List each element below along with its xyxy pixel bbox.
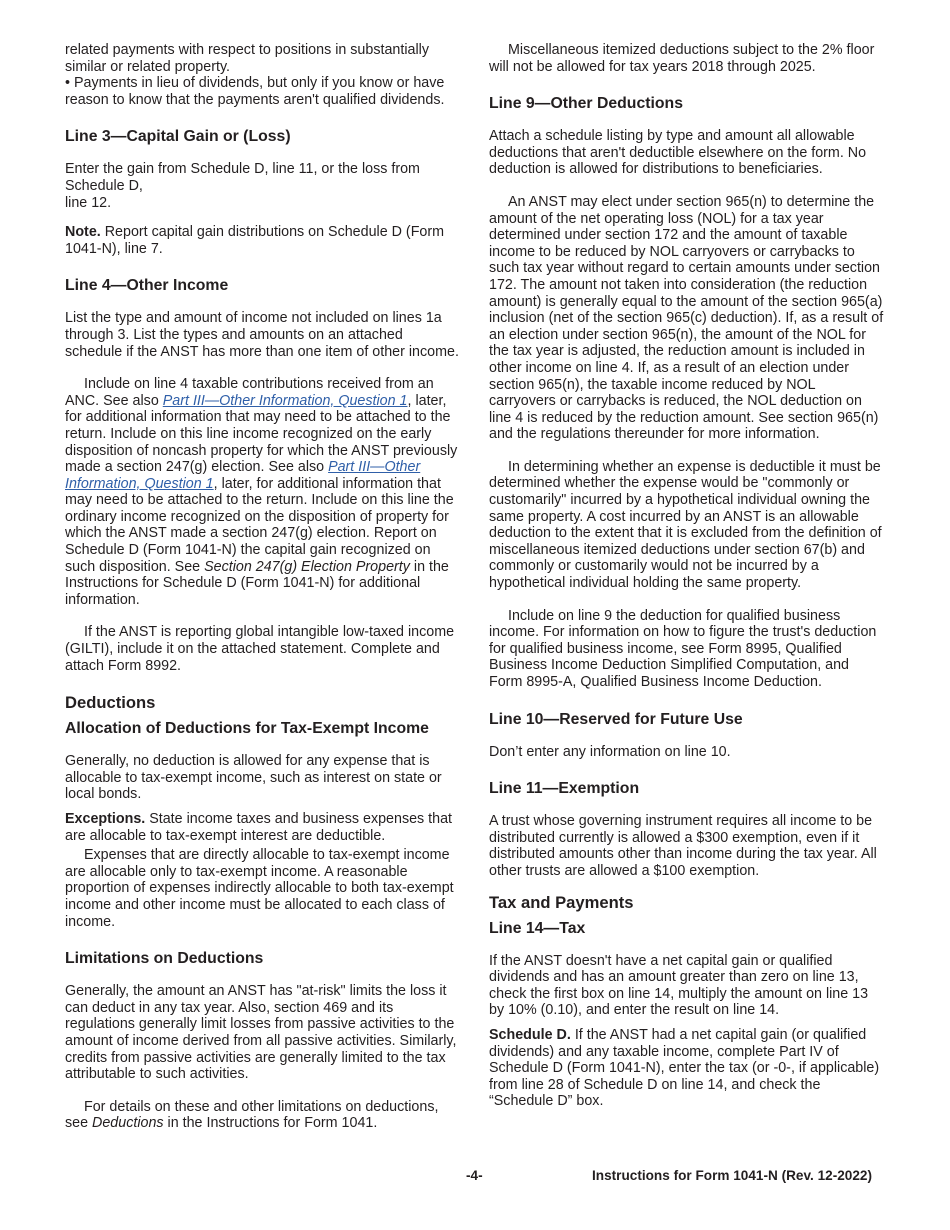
paragraph	[65, 1099, 461, 1132]
heading-line-9: Line 9—Other Deductions	[489, 95, 683, 113]
heading-line-11: Line 11—Exemption	[489, 780, 640, 798]
italic-reference: Section 247(g) Election Property	[204, 558, 410, 575]
heading-limitations: Limitations on Deductions	[65, 950, 264, 968]
paragraph: related payments with respect to positions in substantially similar or related property.	[65, 42, 429, 75]
exceptions-paragraph	[65, 811, 461, 844]
paragraph: An ANST may elect under section 965(n) to determine the amount of the net operating loss (NOL) for a tax year determined under section 172 and the amount of taxable income to be reduced by NOL carryovers or carrybacks to such tax year without regard to certain amounts under section 172. The amount not taken into consideration (the reduction amount) is generally equal to the amount of the section 965(a) inclusion (net of the section 965(c) deduction). If, as a result of an election under section 965(n), the amount of the NOL for the tax year is adjusted, the reduction amount is included in other income on line 4. If, as a result of an election under section 965(n), the taxable income reduced by NOL carryovers or carrybacks is reduced, the NOL deduction on line 4 is reduced by the reduction amount. See section 965(n) and the regulations thereunder for more information.	[489, 193, 884, 443]
note-paragraph	[65, 224, 461, 257]
text-run: in the Instructions for Form 1041.	[163, 1115, 378, 1132]
paragraph: A trust whose governing instrument requires all income to be distributed currently is allowed a $300 exemption, even if it distributed amounts other than income during the tax year. All other trusts are allowed a $100 exemption.	[489, 813, 877, 879]
part-iii-question-1-link[interactable]: Part III—Other Information, Question 1	[162, 392, 408, 409]
part-iii-question-1-link[interactable]: Part III—Other Information, Question 1	[65, 459, 421, 492]
bullet-icon: •	[65, 75, 71, 92]
bullet-item	[65, 75, 461, 108]
text-run: Include on line 4 taxable contributions received from an ANC. See also	[65, 376, 434, 409]
paragraph: Generally, the amount an ANST has "at-risk" limits the loss it can deduct in any tax year. Also, section 469 and its regulations generally limit losses from passive activities to the amount of income derived from all passive activities. Similarly, credits from passive activities are generally limited to the tax attributable to such activities.	[65, 983, 457, 1083]
note-label: Note.	[65, 224, 101, 241]
paragraph	[65, 376, 461, 608]
heading-deductions: Deductions	[65, 693, 156, 713]
text-run: , later, for additional information that may need to be attached to the return. Include on this line the ordinary income recognized on the disposition of property for which the ANST made a section 247(g) election. Report on Schedule D (Form 1041-N) the capital gain recognized on such disposition. See	[65, 475, 454, 575]
heading-line-14: Line 14—Tax	[489, 919, 586, 937]
text-run: For details on these and other limitations on deductions, see	[65, 1098, 439, 1132]
schedule-d-label: Schedule D.	[489, 1026, 571, 1043]
heading-line-10: Line 10—Reserved for Future Use	[489, 710, 743, 728]
bullet-text: Payments in lieu of dividends, but only if you know or have reason to know that the payments aren't qualified dividends.	[65, 75, 445, 108]
italic-reference: Deductions	[92, 1115, 164, 1132]
paragraph: Expenses that are directly allocable to tax-exempt income are allocable only to tax-exempt income. A reasonable proportion of expenses indirectly allocable to both tax-exempt income and other income must be allocated to each class of income.	[65, 847, 454, 930]
paragraph: Miscellaneous itemized deductions subject to the 2% floor will not be allowed for tax years 2018 through 2025.	[489, 42, 875, 75]
text-run: , later, for additional information that may need to be attached to the return. Include on this line income recognized on the early disposition of noncash property for which the ANST previously made a section 247(g) election. See also	[65, 392, 458, 476]
heading-allocation: Allocation of Deductions for Tax-Exempt Income	[65, 720, 429, 738]
schedule-d-paragraph	[489, 1027, 885, 1110]
paragraph: Enter the gain from Schedule D, line 11, or the loss from Schedule D,	[65, 161, 420, 194]
heading-tax-and-payments: Tax and Payments	[489, 892, 634, 912]
schedule-d-text: If the ANST had a net capital gain (or qualified dividends) and any taxable income, complete Part IV of Schedule D (Form 1041-N), enter the tax (or -0-, if applicable) from line 28 of Schedule D on line 14, and check the “Schedule D” box.	[489, 1026, 880, 1110]
exceptions-label: Exceptions.	[65, 811, 146, 827]
document-title-footer: Instructions for Form 1041-N (Rev. 12-2022)	[592, 1168, 873, 1183]
right-column	[489, 42, 885, 1110]
exceptions-text: State income taxes and business expenses that are allocable to tax-exempt interest are deductible.	[65, 811, 453, 844]
page-number: -4-	[466, 1168, 483, 1183]
paragraph: line 12.	[65, 194, 112, 211]
paragraph: If the ANST is reporting global intangible low-taxed income (GILTI), include it on the attached statement. Complete and attach Form 8992.	[65, 624, 455, 674]
paragraph: List the type and amount of income not included on lines 1a through 3. List the types and amounts on an attached schedule if the ANST has more than one item of other income.	[65, 310, 459, 360]
heading-line-4: Line 4—Other Income	[65, 277, 229, 295]
paragraph: Don’t enter any information on line 10.	[489, 743, 731, 760]
paragraph: Attach a schedule listing by type and amount all allowable deductions that aren't deductible elsewhere on the form. No deduction is allowed for distributions to beneficiaries.	[489, 128, 867, 178]
left-column	[65, 42, 461, 1132]
paragraph: Include on line 9 the deduction for qualified business income. For information on how to figure the trust's deduction for qualified business income, see Form 8995, Qualified Business Income Deduction Simplified Computation, and Form 8995-A, Qualified Business Income Deduction.	[489, 607, 877, 690]
paragraph: Generally, no deduction is allowed for any expense that is allocable to tax-exempt income, such as interest on state or local bonds.	[65, 753, 442, 803]
heading-line-3: Line 3—Capital Gain or (Loss)	[65, 128, 291, 146]
paragraph: In determining whether an expense is deductible it must be determined whether the expense would be "commonly or customarily" incurred by a hypothetical individual owning the same property. A cost incurred by an ANST is an allowable deduction to the extent that it is excluded from the definition of miscellaneous itemized deductions under section 67(b) and commonly or customarily would not be incurred by a hypothetical individual holding the same property.	[489, 458, 882, 592]
text-run: in the Instructions for Schedule D (Form 1041-N) for additional information.	[65, 558, 449, 608]
paragraph: If the ANST doesn't have a net capital gain or qualified dividends and has an amount greater than zero on line 13, check the first box on line 14, multiply the amount on line 13 by 10% (0.10), and enter the result on line 14.	[489, 952, 869, 1019]
note-text: Report capital gain distributions on Schedule D (Form 1041-N), line 7.	[65, 224, 445, 257]
